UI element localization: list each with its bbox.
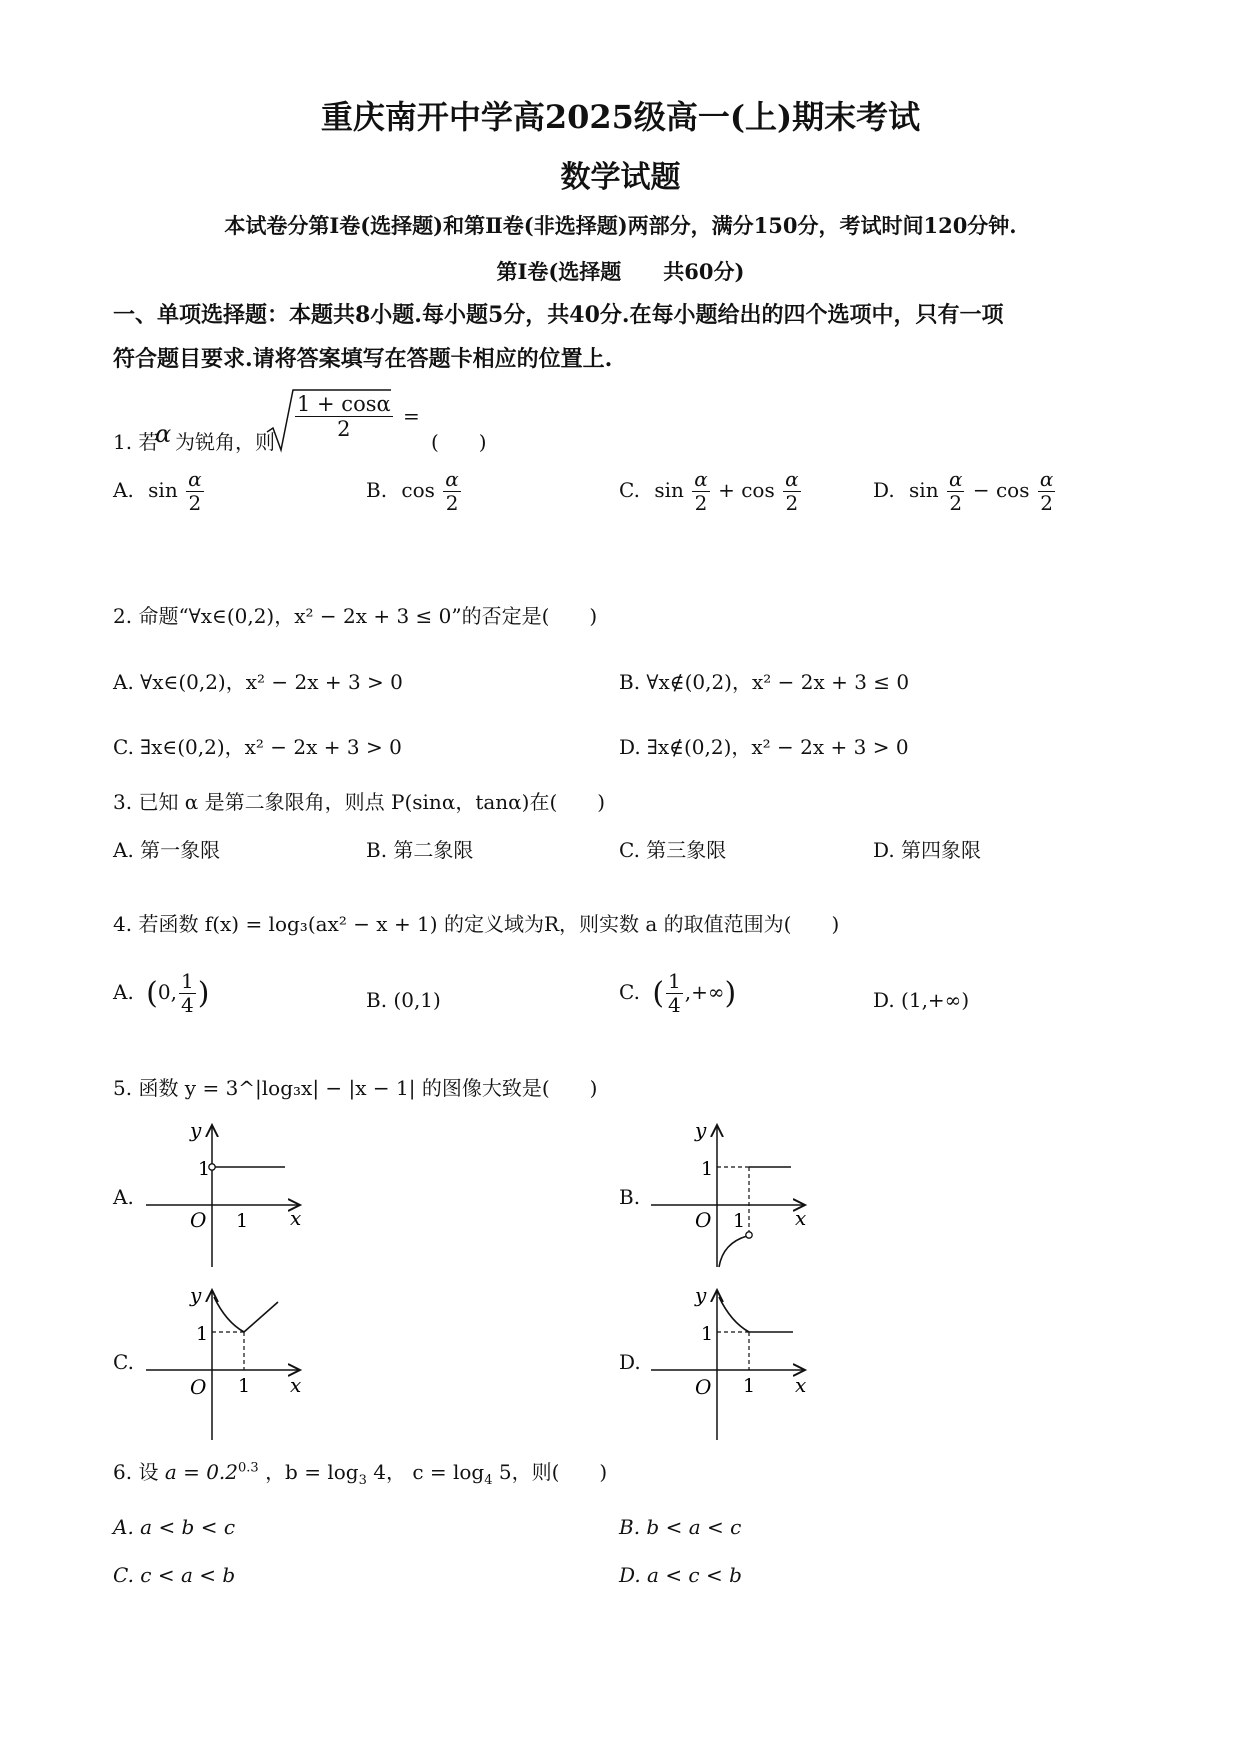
q1-d-fn2: cos	[995, 478, 1030, 502]
frac-num: 1	[668, 969, 681, 993]
frac-den: 2	[694, 491, 708, 515]
option-label: C.	[619, 478, 640, 502]
q2-option-d[interactable]: D. ∃x∉(0,2)，x² − 2x + 3 > 0	[619, 735, 909, 759]
q4-option-a[interactable]: A. (0, $\frac{1}{4}$ )	[113, 969, 210, 1017]
q4-c-right: ,+∞	[684, 980, 725, 1004]
axis-x-label: x	[795, 1373, 807, 1397]
tick-label-x-1: 1	[743, 1375, 756, 1397]
origin-label: O	[695, 1375, 712, 1399]
q1-mid: 为锐角，则	[175, 430, 275, 454]
q1-d-fn1: sin	[909, 478, 939, 502]
tick-label-x-1: 1	[236, 1210, 249, 1232]
q5-option-b-label[interactable]: B.	[619, 1185, 641, 1209]
frac-den: 2	[1040, 491, 1053, 515]
option-label: A.	[113, 980, 134, 1004]
q4-option-c[interactable]: C. ( $\frac{1}{4}$ ,+∞)	[619, 969, 737, 1017]
part-title: 第Ⅰ卷(选择题 共60分)	[496, 259, 745, 284]
frac-num: α	[785, 467, 799, 491]
frac-num: α	[445, 467, 459, 491]
q1-c-fn2: cos	[741, 478, 775, 502]
q6-option-d[interactable]: D. a < c < b	[619, 1563, 742, 1587]
option-label: B.	[366, 478, 388, 502]
axis-x-label: x	[290, 1206, 302, 1230]
tick-label-y-1: 1	[196, 1323, 209, 1345]
q1-c-fn1: sin	[654, 478, 684, 502]
axis-y-label: y	[190, 1283, 202, 1307]
q3-option-b[interactable]: B. 第二象限	[366, 838, 474, 862]
question-3: 3. 已知 α 是第二象限角，则点 P(sinα，tanα)在( )	[113, 790, 606, 814]
q6-option-b[interactable]: B. b < a < c	[619, 1515, 742, 1539]
origin-label: O	[190, 1208, 207, 1232]
exam-intro: 本试卷分第Ⅰ卷(选择题)和第Ⅱ卷(非选择题)两部分，满分150分，考试时间120分钟.	[224, 213, 1017, 238]
q5-option-c-label[interactable]: C.	[113, 1350, 134, 1374]
q1-a-fn: sin	[148, 478, 178, 502]
q3-option-d[interactable]: D. 第四象限	[873, 838, 982, 862]
q1-d-op: −	[972, 478, 990, 502]
tick-label-y-1: 1	[198, 1158, 211, 1180]
q1-paren: ( )	[431, 430, 487, 454]
frac-num: α	[188, 467, 202, 491]
subject-title: 数学试题	[560, 160, 681, 195]
q6-c-arg: 5，则( )	[492, 1460, 608, 1484]
tick-label-y-1: 1	[701, 1323, 714, 1345]
q1-option-b[interactable]	[366, 468, 463, 515]
q1-c-op: +	[718, 478, 735, 502]
axis-y-label: y	[190, 1118, 202, 1142]
frac-num: α	[694, 467, 708, 491]
origin-label: O	[695, 1208, 712, 1232]
frac-den: 2	[949, 491, 963, 515]
q1-option-c[interactable]	[619, 468, 803, 515]
option-label: D.	[873, 478, 895, 502]
q6-prefix: 6. 设	[113, 1460, 159, 1484]
frac-num: α	[948, 467, 963, 491]
frac-den: 2	[785, 491, 799, 515]
question-6	[113, 1456, 607, 1488]
q4-option-b[interactable]: B. (0,1)	[366, 988, 441, 1012]
q5-graph-b[interactable]	[645, 1115, 825, 1275]
tick-label-x-1: 1	[733, 1210, 746, 1232]
q1-denominator: 2	[337, 417, 351, 442]
q1-sqrt-fraction	[295, 392, 393, 441]
q6-b-def: ，b = log	[265, 1460, 359, 1484]
section-instruction-line1: 一、单项选择题：本题共8小题.每小题5分，共40分.在每小题给出的四个选项中，只有一项	[113, 302, 1004, 328]
q6-c-sub: 4	[484, 1473, 493, 1488]
option-label: A.	[113, 478, 134, 502]
q1-alpha: α	[155, 420, 172, 448]
option-label: C.	[619, 980, 640, 1004]
question-2: 2. 命题“∀x∈(0,2)，x² − 2x + 3 ≤ 0”的否定是( )	[113, 604, 598, 628]
q3-option-a[interactable]: A. 第一象限	[113, 838, 221, 862]
frac-den: 2	[445, 491, 459, 515]
axis-x-label: x	[795, 1206, 807, 1230]
tick-label-x-1: 1	[238, 1375, 251, 1397]
section-instruction-line2: 符合题目要求.请将答案填写在答题卡相应的位置上.	[113, 346, 613, 372]
q2-option-a[interactable]: A. ∀x∈(0,2)，x² − 2x + 3 > 0	[113, 670, 403, 694]
q2-option-c[interactable]: C. ∃x∈(0,2)，x² − 2x + 3 > 0	[113, 735, 402, 759]
q6-a-exp: 0.3	[238, 1460, 259, 1476]
question-5: 5. 函数 y = 3^|log₃x| − |x − 1| 的图像大致是( )	[113, 1076, 598, 1100]
q6-c-def: c = log	[412, 1460, 485, 1484]
q5-graph-d[interactable]	[645, 1280, 825, 1445]
frac-num: 1	[180, 969, 194, 993]
q6-b-sub: 3	[358, 1473, 367, 1488]
axis-y-label: y	[695, 1118, 707, 1142]
q5-option-a-label[interactable]: A.	[113, 1185, 134, 1209]
frac-den: 4	[668, 993, 681, 1017]
exam-title: 重庆南开中学高2025级高一(上)期末考试	[320, 98, 921, 136]
frac-num: α	[1039, 467, 1054, 491]
q1-option-a[interactable]	[113, 468, 206, 515]
q6-a-def: a = 0.2	[164, 1460, 239, 1484]
q5-graph-c[interactable]	[140, 1280, 320, 1445]
q1-numerator: 1 + cosα	[297, 392, 391, 416]
q4-a-left: 0,	[157, 980, 177, 1004]
tick-label-y-1: 1	[701, 1158, 714, 1180]
q1-prefix: 1. 若	[113, 430, 159, 454]
q4-option-d[interactable]: D. (1,+∞)	[873, 988, 970, 1012]
q1-b-fn: cos	[401, 478, 435, 502]
q3-option-c[interactable]: C. 第三象限	[619, 838, 727, 862]
q1-option-d[interactable]	[873, 468, 1057, 515]
origin-label: O	[190, 1375, 207, 1399]
q1-equals: =	[403, 404, 420, 428]
axis-y-label: y	[695, 1283, 707, 1307]
q6-b-arg: 4，	[366, 1460, 406, 1484]
frac-den: 4	[180, 993, 194, 1017]
q6-option-a[interactable]: A. a < b < c	[113, 1515, 236, 1539]
frac-den: 2	[188, 491, 202, 515]
q2-option-b[interactable]: B. ∀x∉(0,2)，x² − 2x + 3 ≤ 0	[619, 670, 910, 694]
axis-x-label: x	[290, 1373, 302, 1397]
question-4: 4. 若函数 f(x) = log₃(ax² − x + 1) 的定义域为R，则实数 a 的取值范围为( )	[113, 912, 840, 936]
q5-graph-a[interactable]	[140, 1115, 320, 1275]
q6-option-c[interactable]: C. c < a < b	[113, 1563, 236, 1587]
q5-option-d-label[interactable]: D.	[619, 1350, 641, 1374]
